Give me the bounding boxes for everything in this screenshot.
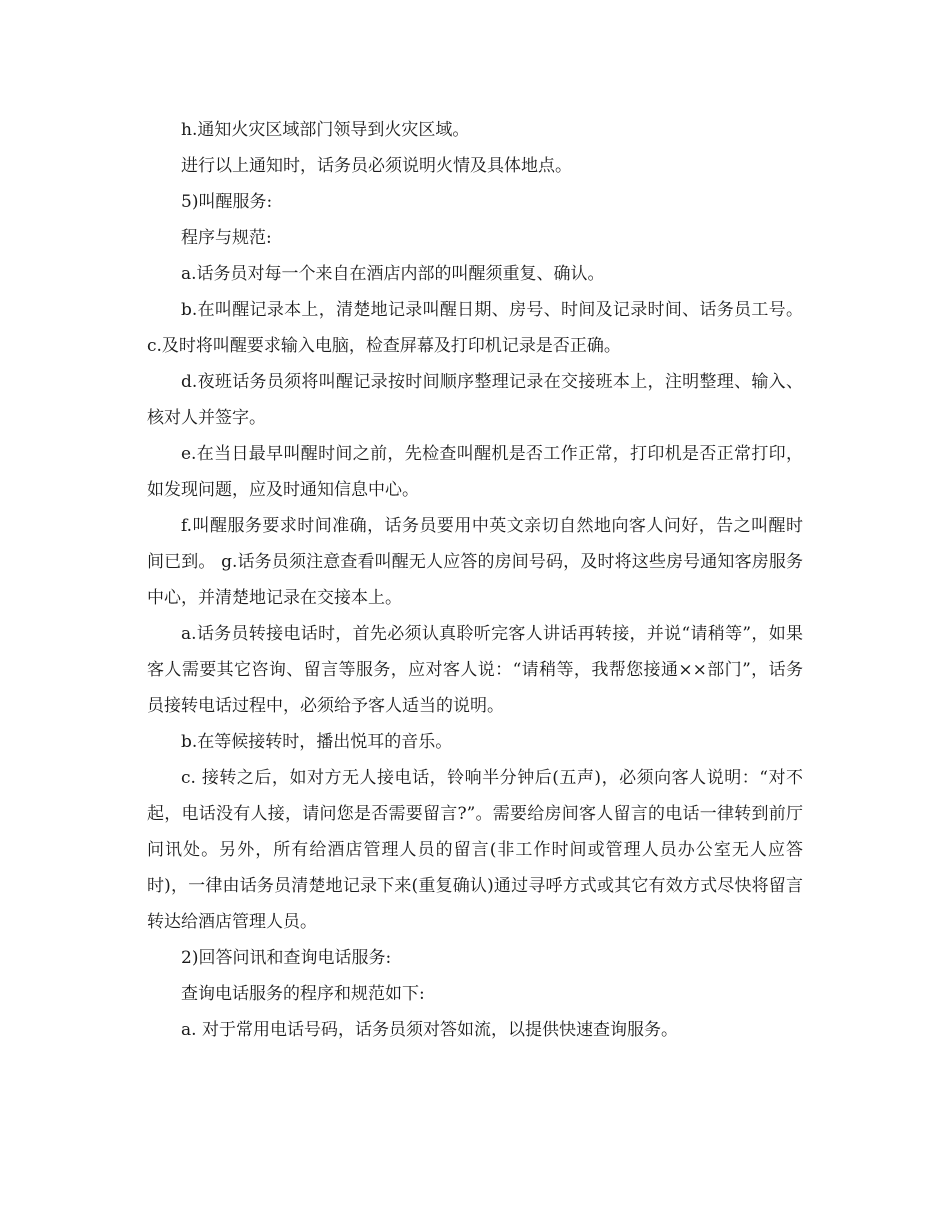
subheading-procedure: 程序与规范: — [181, 228, 272, 248]
paragraph-fire-notify-leaders: h.通知火灾区域部门领导到火灾区域。 — [181, 120, 470, 140]
paragraph-wakeup-f-g: f.叫醒服务要求时间准确，话务员要用中英文亲切自然地向客人问好，告之叫醒时间已到。 g.话务员须注意查看叫醒无人应答的房间号码，及时将这些房号通知客房服务中心，并清楚地记录在交接本上。 — [147, 516, 803, 608]
paragraph-transfer-c: c. 接转之后，如对方无人接电话，铃响半分钟后(五声)，必须向客人说明：“对不起，电话没有人接，请问您是否需要留言?”。需要给房间客人留言的电话一律转到前厅问讯处。另外，所有给酒店管理人员的留言(非工作时间或管理人员办公室无人应答时)，一律由话务员清楚地记录下来(重复确认)通过寻呼方式或其它有效方式尽快将留言转达给酒店管理人员。 — [147, 768, 803, 932]
paragraph-inquiry-a: a. 对于常用电话号码，话务员须对答如流，以提供快速查询服务。 — [181, 1020, 678, 1040]
document-body — [147, 112, 803, 1048]
paragraph-wakeup-e: e.在当日最早叫醒时间之前，先检查叫醒机是否工作正常，打印机是否正常打印，如发现问题，应及时通知信息中心。 — [147, 444, 803, 500]
paragraph-wakeup-d: d.夜班话务员须将叫醒记录按时间顺序整理记录在交接班本上，注明整理、输入、核对人并签字。 — [147, 372, 803, 428]
paragraph-transfer-a: a.话务员转接电话时，首先必须认真聆听完客人讲话再转接，并说“请稍等”，如果客人需要其它咨询、留言等服务，应对客人说：“请稍等，我帮您接通××部门”，话务员接转电话过程中，必须给予客人适当的说明。 — [147, 624, 803, 716]
paragraph-wakeup-b-c: b.在叫醒记录本上，清楚地记录叫醒日期、房号、时间及记录时间、话务员工号。 c.及时将叫醒要求输入电脑，检查屏幕及打印机记录是否正确。 — [147, 300, 803, 356]
paragraph-wakeup-a: a.话务员对每一个来自在酒店内部的叫醒须重复、确认。 — [181, 264, 605, 284]
section-heading-wakeup-service: 5)叫醒服务: — [181, 192, 273, 212]
paragraph-fire-notify-note: 进行以上通知时，话务员必须说明火情及具体地点。 — [181, 156, 572, 176]
subheading-inquiry-procedure: 查询电话服务的程序和规范如下: — [181, 984, 425, 1004]
paragraph-transfer-b: b.在等候接转时，播出悦耳的音乐。 — [181, 732, 453, 752]
section-heading-inquiry-service: 2)回答问讯和查询电话服务: — [181, 948, 392, 968]
